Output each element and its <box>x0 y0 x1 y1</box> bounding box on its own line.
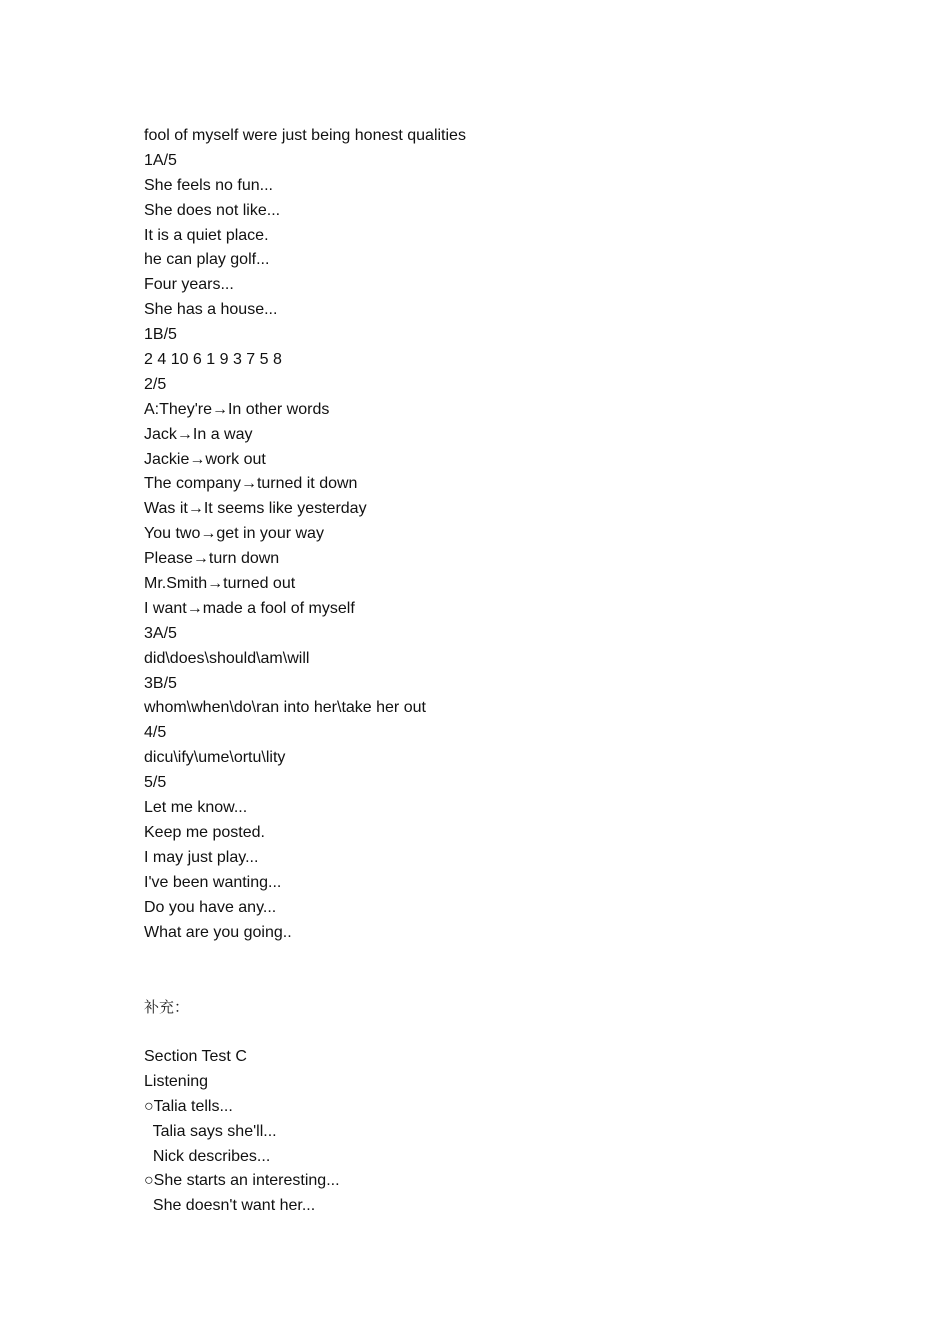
supplement-list <box>144 1045 844 1219</box>
answer-line: What are you going.. <box>144 923 292 941</box>
supplement-heading: 补充： <box>144 998 190 1017</box>
answer-line: The company→turned it down <box>144 475 358 493</box>
section-label: 3B/5 <box>144 674 177 692</box>
answer-line: Jack→In a way <box>144 425 253 443</box>
section-title: Section Test C <box>144 1047 247 1065</box>
answer-line: did\does\should\am\will <box>144 649 310 667</box>
list-item: She doesn't want her... <box>144 1197 316 1215</box>
answer-list <box>144 124 844 945</box>
answer-line: I want→made a fool of myself <box>144 599 355 617</box>
answer-line: It is a quiet place. <box>144 226 269 244</box>
list-item: ○She starts an interesting... <box>144 1172 340 1190</box>
answer-line: whom\when\do\ran into her\take her out <box>144 699 426 717</box>
section-label: 1B/5 <box>144 326 177 344</box>
answer-line: dicu\ify\ume\ortu\lity <box>144 749 286 767</box>
list-item: Talia says she'll... <box>144 1122 277 1140</box>
answer-line: Please→turn down <box>144 550 280 568</box>
document-body <box>144 124 844 1219</box>
answer-line: Was it→It seems like yesterday <box>144 500 367 518</box>
answer-line: Mr.Smith→turned out <box>144 575 296 593</box>
answer-line: She has a house... <box>144 301 278 319</box>
list-item: ○Talia tells... <box>144 1097 233 1115</box>
section-label: 3A/5 <box>144 624 177 642</box>
section-label: 1A/5 <box>144 151 177 169</box>
answer-line: I may just play... <box>144 848 259 866</box>
answer-line: he can play golf... <box>144 251 270 269</box>
spacer <box>144 1020 844 1045</box>
answer-line: Do you have any... <box>144 898 277 916</box>
answer-line: Keep me posted. <box>144 823 265 841</box>
answer-line: fool of myself were just being honest qualities <box>144 127 466 144</box>
section-label: 2/5 <box>144 375 167 393</box>
section-label: 4/5 <box>144 724 167 742</box>
answer-line: 2 4 10 6 1 9 3 7 5 8 <box>144 351 282 369</box>
answer-line: You two→get in your way <box>144 525 324 543</box>
answer-line: She feels no fun... <box>144 176 273 194</box>
list-item: Nick describes... <box>144 1147 271 1165</box>
section-subtitle: Listening <box>144 1072 209 1090</box>
answer-line: Jackie→work out <box>144 450 266 468</box>
answer-line: She does not like... <box>144 201 281 219</box>
answer-line: Let me know... <box>144 799 248 817</box>
section-label: 5/5 <box>144 774 167 792</box>
spacer <box>144 945 844 995</box>
answer-line: I've been wanting... <box>144 873 282 891</box>
answer-line: A:They're→In other words <box>144 400 330 418</box>
answer-line: Four years... <box>144 276 234 294</box>
